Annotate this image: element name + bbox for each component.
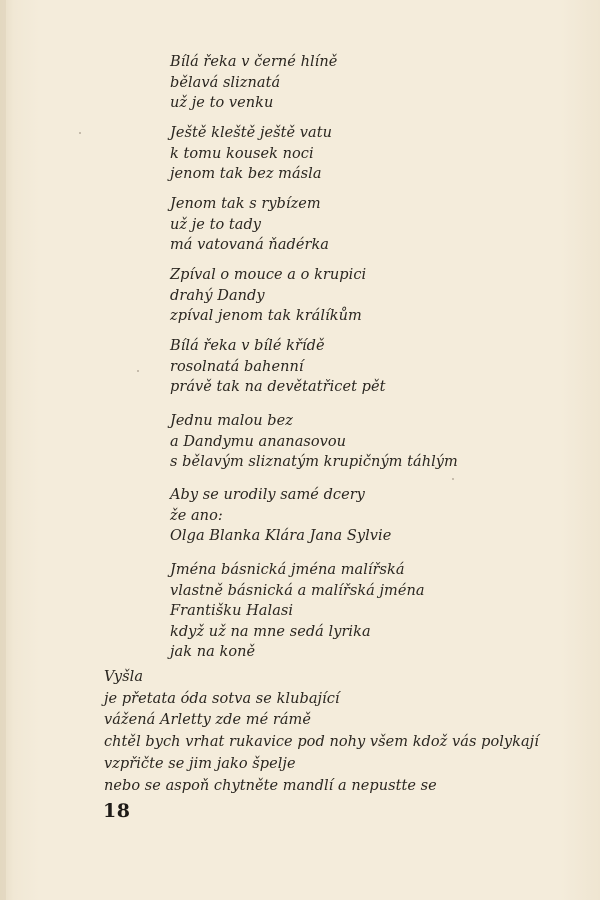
poem-line: bělavá sliznatá [170, 74, 281, 91]
poem-line: Vyšla [104, 669, 144, 685]
poem-line: Jenom tak s rybízem [170, 196, 321, 212]
stanza-8 [170, 560, 425, 663]
page-number: 18 [103, 800, 131, 822]
stanza-3 [170, 194, 329, 256]
poem-line: právě tak na devětatřicet pět [170, 379, 386, 396]
poem-line: Jednu malou bez [170, 413, 293, 429]
poem-line: Aby se urodily samé dcery [170, 487, 365, 503]
stanza-9 [104, 667, 539, 797]
poem-line: má vatovaná ňadérka [170, 237, 329, 254]
stanza-2 [170, 123, 332, 185]
poem-line: vzpřičte se jim jako špelje [104, 755, 296, 772]
poem-line: Františku Halasi [170, 603, 294, 620]
poem-line: drahý Dandy [170, 287, 265, 304]
poem-line: že ano: [170, 507, 223, 524]
poem-line: zpíval jenom tak králíkům [170, 308, 362, 325]
poem-line: už je to venku [170, 95, 274, 112]
poem-line: rosolnatá bahenní [170, 358, 304, 375]
paper-speck [79, 132, 81, 134]
poem-line: s bělavým sliznatým krupičným táhlým [170, 454, 458, 471]
paper-speck [137, 370, 139, 372]
poem-line: je přetata óda sotva se klubající [104, 690, 340, 707]
poem-line: když už na mne sedá lyrika [170, 623, 371, 640]
stanza-1 [170, 52, 337, 114]
paper-speck [452, 478, 454, 480]
poem-line: nebo se aspoň chytněte mandlí a nepustte se [104, 777, 437, 794]
stanza-5 [170, 336, 385, 398]
poem-line: Bílá řeka v černé hlíně [170, 54, 338, 70]
poem-line: Jména básnická jména malířská [170, 562, 405, 578]
stanza-4 [170, 265, 366, 327]
poem-line: vážená Arletty zde mé rámě [104, 712, 311, 729]
poem-line: Bílá řeka v bílé křídě [170, 338, 325, 354]
poem-line: chtěl bych vrhat rukavice pod nohy všem kdož vás polykají [104, 734, 539, 751]
poem-line: Olga Blanka Klára Jana Sylvie [170, 528, 392, 545]
stanza-7 [170, 485, 391, 547]
poem-line: už je to tady [170, 216, 262, 233]
poem-line: jak na koně [170, 644, 256, 661]
page-edge-shadow [0, 0, 6, 900]
poem-line: k tomu kousek noci [170, 145, 314, 162]
poem-line: jenom tak bez másla [170, 166, 322, 183]
poem-line: Zpíval o mouce a o krupici [170, 267, 367, 283]
stanza-6 [170, 411, 458, 473]
poem-line: Ještě kleště ještě vatu [170, 125, 333, 141]
poem-line: a Dandymu ananasovou [170, 433, 347, 450]
poem-line: vlastně básnická a malířská jména [170, 582, 425, 599]
